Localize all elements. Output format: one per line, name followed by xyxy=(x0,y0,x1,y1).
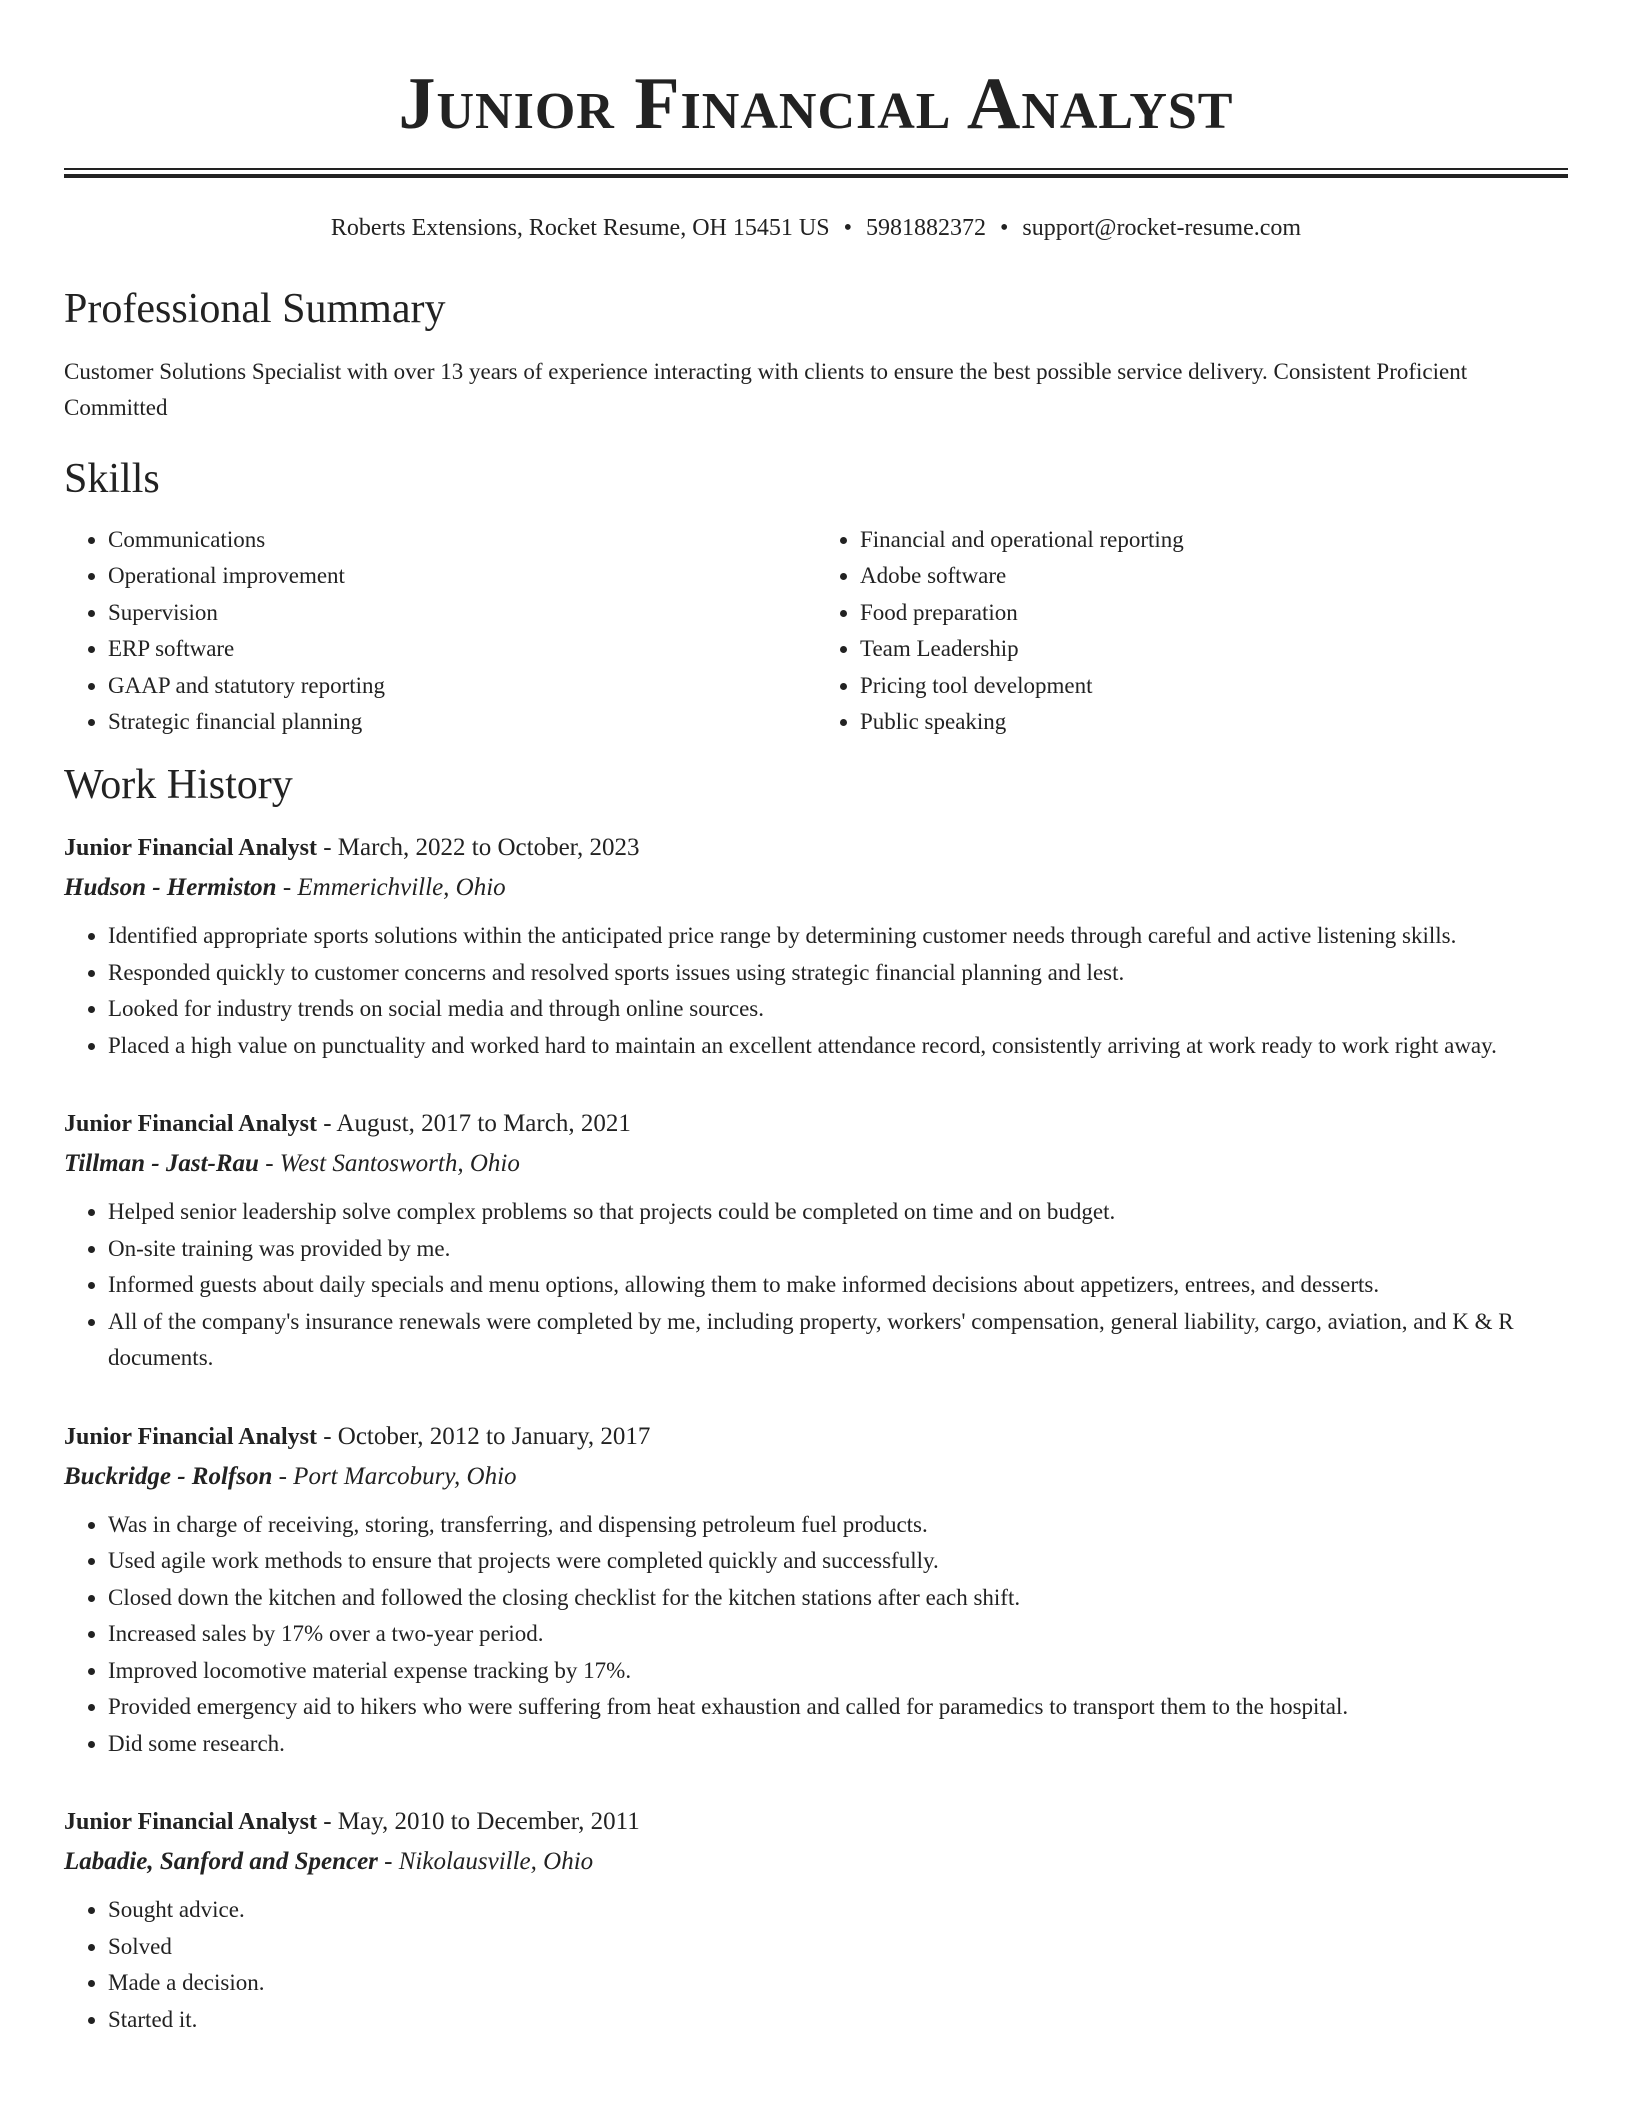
job-bullet: • Sought advice. xyxy=(108,1892,1568,1929)
skills-list-right xyxy=(816,522,1568,740)
skills-grid xyxy=(64,522,1568,740)
job-location: - Nikolausville, Ohio xyxy=(377,1848,594,1876)
skill-item: • ERP software xyxy=(108,631,816,667)
job-bullet: • Looked for industry trends on social media and through online sources. xyxy=(108,991,1568,1028)
job-title-line xyxy=(64,1104,1568,1144)
job-bullet: • Did some research. xyxy=(108,1726,1568,1763)
job-company-line xyxy=(64,868,1568,908)
skill-item: • Strategic financial planning xyxy=(108,704,816,740)
job-entry xyxy=(64,1802,1568,2038)
skills-list-left xyxy=(64,522,816,740)
work-history-heading: Work History xyxy=(64,762,293,809)
summary-text: Customer Solutions Specialist with over 13 years of experience interacting with clients to ensure the best possible service delivery. Consistent Proficient Committed xyxy=(64,359,1468,420)
skill-item: • Supervision xyxy=(108,595,816,631)
job-bullets xyxy=(64,918,1568,1064)
job-location: - Emmerichville, Ohio xyxy=(276,874,506,902)
job-entry xyxy=(64,1417,1568,1763)
job-bullet: • Made a decision. xyxy=(108,1965,1568,2002)
job-title-line xyxy=(64,1802,1568,1842)
job-dates: - August, 2017 to March, 2021 xyxy=(316,1110,631,1138)
job-bullet: • Solved xyxy=(108,1929,1568,1966)
contact-line xyxy=(64,212,1568,244)
contact-email: support@rocket-resume.com xyxy=(1022,215,1302,241)
job-bullet: • On-site training was provided by me. xyxy=(108,1231,1568,1268)
job-entry xyxy=(64,1104,1568,1377)
job-entry xyxy=(64,828,1568,1064)
skill-item: • Food preparation xyxy=(860,595,1568,631)
job-bullet: • Identified appropriate sports solutions within the anticipated price range by determining customer needs through careful and active listening skills. xyxy=(108,918,1568,955)
job-bullets xyxy=(64,1194,1568,1377)
contact-separator: • xyxy=(999,215,1009,241)
job-company: Buckridge - Rolfson xyxy=(64,1462,273,1490)
contact-phone: 5981882372 xyxy=(865,215,986,241)
job-bullet: • Improved locomotive material expense tracking by 17%. xyxy=(108,1653,1568,1690)
job-company-line xyxy=(64,1842,1568,1882)
contact-separator: • xyxy=(843,215,852,241)
skill-item: • Pricing tool development xyxy=(860,668,1568,704)
job-location: - Port Marcobury, Ohio xyxy=(272,1462,517,1490)
job-bullet: • Started it. xyxy=(108,2002,1568,2039)
skill-item: • Adobe software xyxy=(860,558,1568,594)
job-company-line xyxy=(64,1144,1568,1184)
document-title: Junior Financial Analyst xyxy=(398,63,1234,145)
job-company: Labadie, Sanford and Spencer xyxy=(64,1848,378,1876)
job-bullets xyxy=(64,1507,1568,1763)
job-company: Tillman - Jast-Rau xyxy=(64,1150,259,1178)
title-divider xyxy=(64,168,1568,178)
job-bullet: • Used agile work methods to ensure that projects were completed quickly and successfully. xyxy=(108,1543,1568,1580)
job-bullet: • Was in charge of receiving, storing, transferring, and dispensing petroleum fuel products. xyxy=(108,1507,1568,1544)
job-company-line xyxy=(64,1457,1568,1497)
job-dates: - March, 2022 to October, 2023 xyxy=(316,834,640,862)
job-title: Junior Financial Analyst xyxy=(64,1111,317,1138)
job-location: - West Santosworth, Ohio xyxy=(258,1150,520,1178)
skill-item: • Communications xyxy=(108,522,816,558)
job-bullets xyxy=(64,1892,1568,2038)
job-company: Hudson - Hermiston xyxy=(64,874,277,902)
skill-item: • Operational improvement xyxy=(108,558,816,594)
job-title-line xyxy=(64,1417,1568,1457)
job-title-line xyxy=(64,828,1568,868)
job-bullet: • Helped senior leadership solve complex problems so that projects could be completed on time and on budget. xyxy=(108,1194,1568,1231)
skills-heading: Skills xyxy=(64,456,160,502)
job-bullet: • Increased sales by 17% over a two-year period. xyxy=(108,1616,1568,1653)
job-bullet: • Closed down the kitchen and followed the closing checklist for the kitchen stations after each shift. xyxy=(108,1580,1568,1617)
job-dates: - October, 2012 to January, 2017 xyxy=(316,1422,651,1450)
job-bullet: • All of the company's insurance renewals were completed by me, including property, workers' compensation, general liability, cargo, aviation, and K & R documents. xyxy=(108,1304,1568,1377)
job-bullet: • Responded quickly to customer concerns and resolved sports issues using strategic financial planning and lest. xyxy=(108,955,1568,992)
job-title: Junior Financial Analyst xyxy=(64,835,317,862)
summary-heading: Professional Summary xyxy=(64,286,446,332)
skill-item: • Team Leadership xyxy=(860,631,1568,667)
skill-item: • GAAP and statutory reporting xyxy=(108,668,816,704)
job-bullet: • Informed guests about daily specials and menu options, allowing them to make informed decisions about appetizers, entrees, and desserts. xyxy=(108,1267,1568,1304)
skill-item: • Financial and operational reporting xyxy=(860,522,1568,558)
job-bullet: • Placed a high value on punctuality and worked hard to maintain an excellent attendance record, consistently arriving at work ready to work right away. xyxy=(108,1028,1568,1065)
job-title: Junior Financial Analyst xyxy=(64,1809,317,1836)
job-bullet: • Provided emergency aid to hikers who were suffering from heat exhaustion and called for paramedics to transport them to the hospital. xyxy=(108,1689,1568,1726)
job-dates: - May, 2010 to December, 2011 xyxy=(316,1808,640,1836)
contact-address: Roberts Extensions, Rocket Resume, OH 15451 US xyxy=(330,215,830,241)
work-history-list xyxy=(64,828,1568,2038)
job-title: Junior Financial Analyst xyxy=(64,1423,317,1450)
skill-item: • Public speaking xyxy=(860,704,1568,740)
